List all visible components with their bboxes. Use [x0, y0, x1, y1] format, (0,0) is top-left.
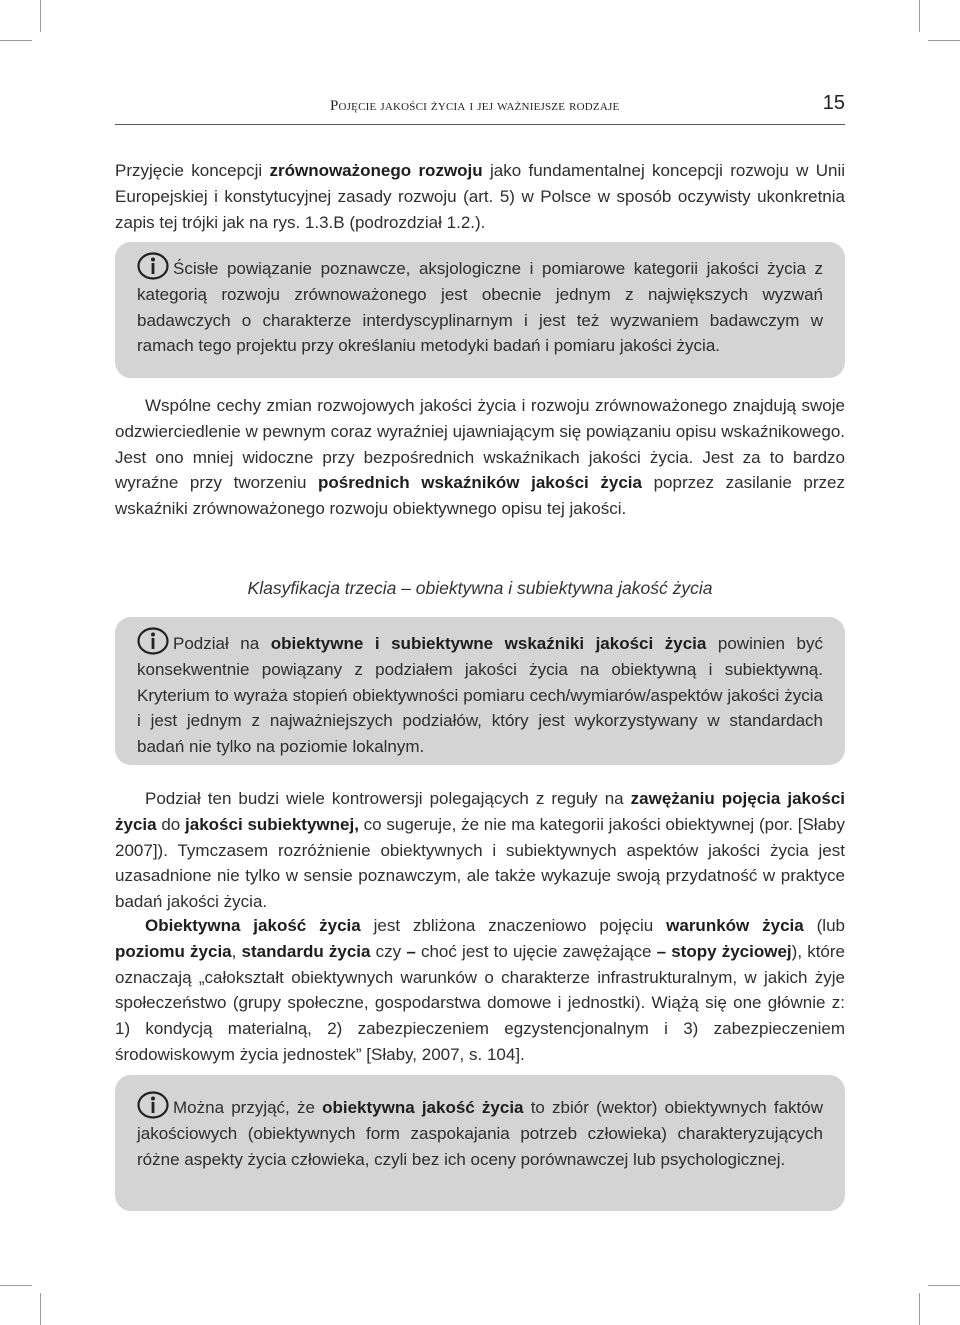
text-run: Podział ten budzi wiele kontrowersji polegających z reguły na: [145, 789, 631, 808]
text-run: Przyjęcie koncepcji: [115, 161, 270, 180]
crop-mark: [928, 1285, 960, 1286]
text-run: choć jest to ujęcie zawężające: [415, 941, 657, 961]
text-run: jako fundamentalnej koncepcji rozwoju w Unii Europejskiej i konstytucyjnej zasady rozwoju (art. 5) w Polsce w sposób oczywisty ukonkretnia zapis tej trójki jak na rys. 1.3.B (podrozdział 1.2.).: [115, 161, 846, 232]
text-run: co sugeruje, że nie ma kategorii jakości obiektywnej (por. [Słaby 2007]). Tymczasem rozróżnienie obiektywnych i subiektywnych aspektów jakości życia jest uzasadnione nie tylko w sensie poznawczym, ale także wykazuje swoją przydatność w praktyce badań jakości życia.: [115, 814, 845, 912]
crop-mark: [40, 0, 41, 32]
text-run: (lub: [803, 916, 845, 935]
bold-term: poziomu życia: [115, 941, 232, 961]
crop-mark: [919, 1293, 920, 1325]
crop-mark: [928, 40, 960, 41]
text-run: jest zbliżona znaczeniowo pojęciu: [360, 916, 667, 935]
info-icon: [137, 1091, 169, 1119]
running-title: Pojęcie jakości życia i jej ważniejsze rodzaje: [330, 98, 620, 114]
info-icon: [137, 627, 169, 655]
text-run: ,: [231, 941, 242, 961]
paragraph-controversy: [115, 786, 845, 915]
bold-term: – stopy życiowej: [656, 941, 792, 961]
paragraph-objective-quality: [115, 913, 845, 1068]
crop-mark: [40, 1293, 41, 1325]
info-box: [115, 1075, 845, 1211]
bold-term: zawężaniu pojęcia jakości życia: [115, 789, 845, 834]
page-number: 15: [822, 92, 845, 114]
section-subheading: Klasyfikacja trzecia – obiektywna i subiektywna jakość życia: [247, 578, 713, 598]
bold-term: standardu życia: [241, 941, 371, 961]
text-run: to zbiór (wektor) obiektywnych faktów jakościowych (obiektywnych form zaspokajania potrzeb człowieka) charakteryzujących różne aspekty życia człowieka, czyli bez ich oceny porównawczej lub psychologicznej.: [137, 1098, 823, 1169]
bold-term: warunków życia: [666, 916, 804, 935]
bold-term: jakości subiektywnej,: [185, 814, 359, 834]
paragraph-intro: [115, 158, 845, 235]
info-box: [115, 617, 845, 765]
text-run: do: [156, 814, 186, 834]
running-header: [115, 88, 845, 125]
bold-term: obiektywna jakość życia: [322, 1098, 524, 1117]
bold-term: obiektywne i subiektywne wskaźniki jakości życia: [270, 634, 707, 653]
crop-mark: [0, 40, 32, 41]
bold-term: –: [406, 941, 416, 961]
text-run: powinien być konsekwentnie powiązany z podziałem jakości życia na obiektywną i subiektywną. Kryterium to wyraża stopień obiektywności pomiaru cech/wymiarów/aspektów jakości życia i jest jednym z najważniejszych podziałów, który jest wykorzystywany w standardach badań nie tylko na poziomie lokalnym.: [137, 634, 823, 757]
text-run: Wspólne cechy zmian rozwojowych jakości życia i rozwoju zrównoważonego znajdują swoje odzwierciedlenie w pewnym coraz wyraźniej ujawniającym się powiązaniu opisu wskaźnikowego. Jest ono mniej widoczne przy bezpośrednich wskaźnikach jakości życia. Jest za to bardzo wyraźne przy tworzeniu: [115, 396, 845, 493]
text-run: poprzez zasilanie przez wskaźniki zrównoważonego rozwoju obiektywnego opisu tej jakości.: [115, 473, 845, 519]
crop-mark: [0, 1285, 32, 1286]
bold-term: pośrednich wskaźników jakości życia: [318, 473, 642, 493]
info-box: [115, 242, 845, 378]
info-icon: [137, 252, 169, 280]
info-box-text: Ścisłe powiązanie poznawcze, aksjologiczne i pomiarowe kategorii jakości życia z kategorią rozwoju zrównoważonego jest obecnie jednym z największych wyzwań badawczych o charakterze interdyscyplinarnym i jest też wyzwaniem badawczym w ramach tego projektu przy określaniu metodyki badań i pomiaru jakości życia.: [137, 259, 823, 356]
paragraph-common-features: [115, 393, 845, 522]
text-run: Podział na: [173, 634, 271, 653]
text-run: ), które oznaczają „całokształt obiektywnych warunków o charakterze infrastrukturalnym, w jakich żyje społeczeństwo (grupy społeczne, gospodarstwa domowe i jednostki). Wiążą się one głównie z: 1) kondycją materialną, 2) zabezpieczeniem egzystencjonalnym i 3) zabezpieczeniem środowiskowym życia jednostek” [Słaby, 2007, s. 104].: [115, 941, 846, 1064]
text-run: czy: [370, 941, 407, 961]
bold-term: zrównoważonego rozwoju: [269, 161, 483, 180]
crop-mark: [919, 0, 920, 32]
text-run: Można przyjąć, że: [173, 1098, 323, 1117]
bold-term: Obiektywna jakość życia: [145, 916, 361, 935]
